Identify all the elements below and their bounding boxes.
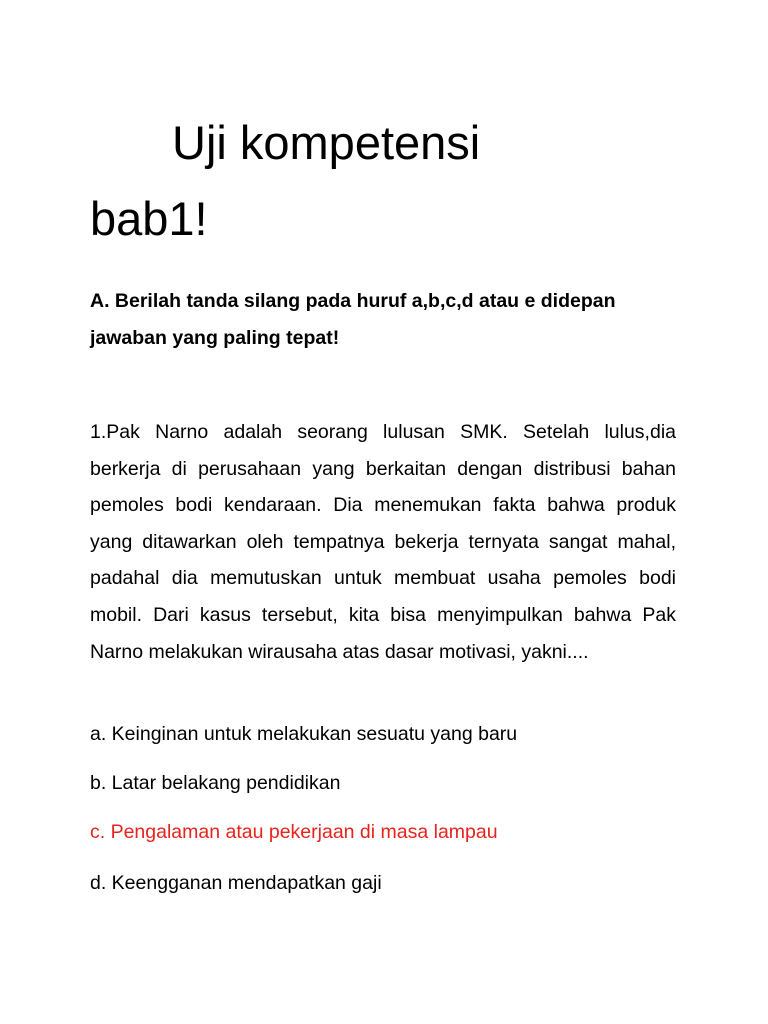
- title-line-2: bab1!: [90, 192, 208, 245]
- option-a: a. Keinginan untuk melakukan sesuatu yang baru: [90, 723, 518, 745]
- title-line-1: Uji kompetensi: [172, 116, 481, 169]
- option-b: b. Latar belakang pendidikan: [90, 772, 341, 794]
- instruction-text: A. Berilah tanda silang pada huruf a,b,c,d atau e didepan jawaban yang paling tepat!: [90, 290, 616, 349]
- page-title: [90, 105, 690, 257]
- option-d: d. Keengganan mendapatkan gaji: [90, 872, 382, 894]
- option-c-answer: c. Pengalaman atau pekerjaan di masa lampau: [90, 821, 498, 843]
- question-text: 1.Pak Narno adalah seorang lulusan SMK. Setelah lulus,dia berkerja di perusahaan yang berkaitan dengan distribusi bahan pemoles bodi kendaraan. Dia menemukan fakta bahwa produk yang ditawarkan oleh tempatnya bekerja ternyata sangat mahal, padahal dia memutuskan untuk membuat usaha pemoles bodi mobil. Dari kasus tersebut, kita bisa menyimpulkan bahwa Pak Narno melakukan wirausaha atas dasar motivasi, yakni....: [90, 421, 676, 663]
